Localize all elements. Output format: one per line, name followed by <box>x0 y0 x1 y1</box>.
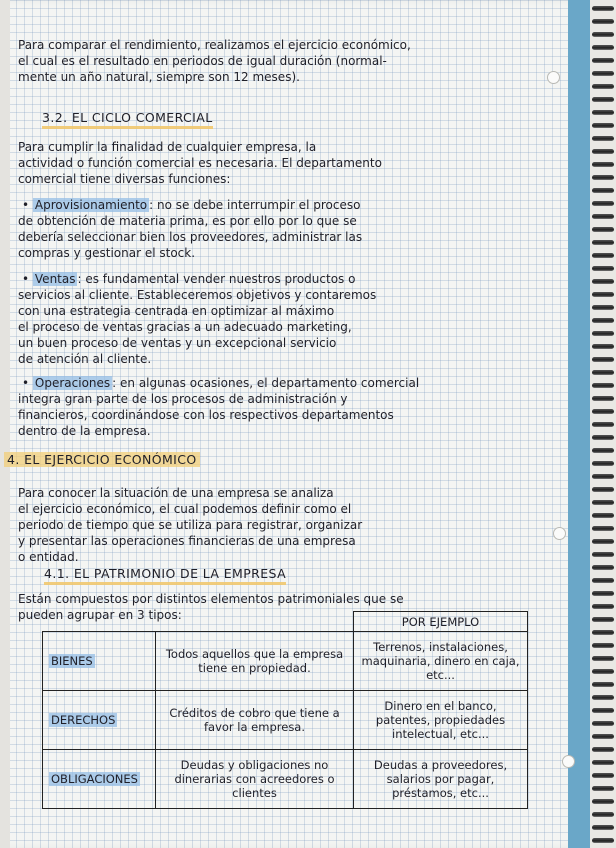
spiral-coil <box>592 513 614 518</box>
spiral-coil <box>592 435 614 440</box>
bullet-line: de obtención de materia prima, es por ello por lo que se <box>18 214 357 228</box>
term-operaciones: Operaciones <box>34 376 111 390</box>
spiral-coil <box>592 136 614 141</box>
spiral-coil <box>592 682 614 687</box>
bullet-text: : es fundamental vender nuestros productos o <box>77 272 356 286</box>
table-row <box>43 632 528 691</box>
intro-line: el cual es el resultado en periodos de igual duración (normal- <box>18 54 387 68</box>
spiral-coil <box>592 305 614 310</box>
spiral-coil <box>592 578 614 583</box>
header-example: POR EJEMPLO <box>354 612 528 632</box>
spiral-coil <box>592 487 614 492</box>
spiral-coil <box>592 760 614 765</box>
spiral-coil <box>592 708 614 713</box>
row-example: Terrenos, instalaciones, maquinaria, dinero en caja, etc... <box>354 632 528 691</box>
spiral-coil <box>592 474 614 479</box>
bullet-line: financieros, coordinándose con los respectivos departamentos <box>18 408 394 422</box>
spiral-coil <box>592 188 614 193</box>
spiral-coil <box>592 604 614 609</box>
spiral-coil <box>592 71 614 76</box>
spiral-coil <box>592 292 614 297</box>
section-heading-4-1 <box>44 566 286 581</box>
paragraph-line: Están compuestos por distintos elementos patrimoniales que se <box>18 592 404 606</box>
spiral-coil <box>592 669 614 674</box>
bullet-operaciones: • Operaciones : en algunas ocasiones, el departamento comercial <box>22 376 420 390</box>
row-label-cell <box>43 750 156 809</box>
spiral-coil <box>592 110 614 115</box>
spiral-coil <box>592 526 614 531</box>
row-label-cell <box>43 632 156 691</box>
spiral-coil <box>592 227 614 232</box>
spiral-coil <box>592 461 614 466</box>
table-header-row <box>43 612 528 632</box>
patrimonio-table <box>42 611 528 809</box>
spiral-coil <box>592 175 614 180</box>
spiral-coil <box>592 825 614 830</box>
bullet-line: dentro de la empresa. <box>18 424 151 438</box>
spiral-coil <box>592 448 614 453</box>
bullet-line: con una estrategia centrada en optimizar al máximo <box>18 304 335 318</box>
spiral-coil <box>592 370 614 375</box>
row-example: Deudas a proveedores, salarios por pagar, préstamos, etc... <box>354 750 528 809</box>
spiral-coil <box>592 266 614 271</box>
spiral-coil <box>592 279 614 284</box>
paragraph-line: comercial tiene diversas funciones: <box>18 172 231 186</box>
bullet-line: de atención al cliente. <box>18 352 152 366</box>
paragraph-line: pueden agrupar en 3 tipos: <box>18 608 182 622</box>
paragraph-line: actividad o función comercial es necesaria. El departamento <box>18 156 382 170</box>
spiral-coil <box>592 58 614 63</box>
section-heading-text: 4.1. EL PATRIMONIO DE LA EMPRESA <box>44 566 286 585</box>
paragraph-line: Para conocer la situación de una empresa se analiza <box>18 486 334 500</box>
spiral-coil <box>592 357 614 362</box>
row-example: Dinero en el banco, patentes, propiedades intelectual, etc... <box>354 691 528 750</box>
spiral-coil <box>592 812 614 817</box>
spiral-coil <box>592 240 614 245</box>
spiral-coil <box>592 149 614 154</box>
spiral-coil <box>592 84 614 89</box>
row-label: DERECHOS <box>51 713 116 727</box>
spiral-coil <box>592 214 614 219</box>
spiral-coil <box>592 786 614 791</box>
spiral-coil <box>592 97 614 102</box>
intro-line: Para comparar el rendimiento, realizamos el ejercicio económico, <box>18 38 411 52</box>
spiral-coil <box>592 552 614 557</box>
empty-header-cell <box>156 612 354 632</box>
spiral-coil <box>592 422 614 427</box>
spiral-coil <box>592 838 614 843</box>
spiral-coil <box>592 318 614 323</box>
spiral-coil <box>592 565 614 570</box>
table-row <box>43 691 528 750</box>
spiral-coil <box>592 123 614 128</box>
bullet-line: compras y gestionar el stock. <box>18 246 196 260</box>
spiral-coil <box>592 591 614 596</box>
spiral-coil <box>592 721 614 726</box>
row-description: Todos aquellos que la empresa tiene en propiedad. <box>156 632 354 691</box>
bullet-line: debería seleccionar bien los proveedores, administrar las <box>18 230 363 244</box>
spiral-coil <box>592 500 614 505</box>
spiral-coil <box>592 630 614 635</box>
spiral-coil <box>592 773 614 778</box>
bullet-ventas: • Ventas : es fundamental vender nuestros productos o <box>22 272 356 286</box>
bullet-text: : no se debe interrumpir el proceso <box>149 198 361 212</box>
row-description: Créditos de cobro que tiene a favor la empresa. <box>156 691 354 750</box>
spiral-coil <box>592 6 614 11</box>
spiral-coil <box>592 331 614 336</box>
bullet-line: integra gran parte de los procesos de administración y <box>18 392 348 406</box>
spiral-coil <box>592 539 614 544</box>
spiral-coil <box>592 253 614 258</box>
spiral-coil <box>592 19 614 24</box>
spiral-coil <box>592 656 614 661</box>
spiral-coil <box>592 32 614 37</box>
spiral-coil <box>592 799 614 804</box>
section-heading-text: 4. EL EJERCICIO ECONÓMICO <box>4 452 200 467</box>
term-aprovisionamiento: Aprovisionamiento <box>34 198 148 212</box>
section-heading-text: 3.2. EL CICLO COMERCIAL <box>42 110 213 129</box>
paragraph-line: periodo de tiempo que se utiliza para registrar, organizar <box>18 518 363 532</box>
bullet-line: un buen proceso de ventas y un excepcional servicio <box>18 336 337 350</box>
row-label: BIENES <box>51 654 93 668</box>
section-heading-3-2 <box>42 110 213 125</box>
spiral-coil <box>592 643 614 648</box>
term-ventas: Ventas <box>34 272 76 286</box>
row-description: Deudas y obligaciones no dinerarias con acreedores o clientes <box>156 750 354 809</box>
paragraph-line: el ejercicio económico, el cual podemos definir como el <box>18 502 352 516</box>
bullet-line: servicios al cliente. Estableceremos objetivos y contaremos <box>18 288 377 302</box>
paragraph-line: y presentar las operaciones financieras de una empresa <box>18 534 356 548</box>
bullet-line: el proceso de ventas gracias a un adecuado marketing, <box>18 320 352 334</box>
spiral-coil <box>592 344 614 349</box>
spiral-coil <box>592 409 614 414</box>
empty-header-cell <box>43 612 156 632</box>
spiral-coil <box>592 734 614 739</box>
spiral-coil <box>592 45 614 50</box>
spiral-coil <box>592 747 614 752</box>
spiral-coil <box>592 396 614 401</box>
bullet-text: : en algunas ocasiones, el departamento comercial <box>112 376 420 390</box>
spiral-coil <box>592 695 614 700</box>
spiral-coil <box>592 201 614 206</box>
row-label-cell <box>43 691 156 750</box>
spiral-coil <box>592 617 614 622</box>
bullet-aprovisionamiento: • Aprovisionamiento : no se debe interrumpir el proceso <box>22 198 361 212</box>
row-label: OBLIGACIONES <box>51 772 138 786</box>
intro-line: mente un año natural, siempre son 12 meses). <box>18 70 300 84</box>
table-row <box>43 750 528 809</box>
paragraph-line: o entidad. <box>18 550 79 564</box>
paragraph-line: Para cumplir la finalidad de cualquier empresa, la <box>18 140 317 154</box>
section-heading-4 <box>4 452 200 467</box>
spiral-coil <box>592 162 614 167</box>
spiral-coil <box>592 383 614 388</box>
